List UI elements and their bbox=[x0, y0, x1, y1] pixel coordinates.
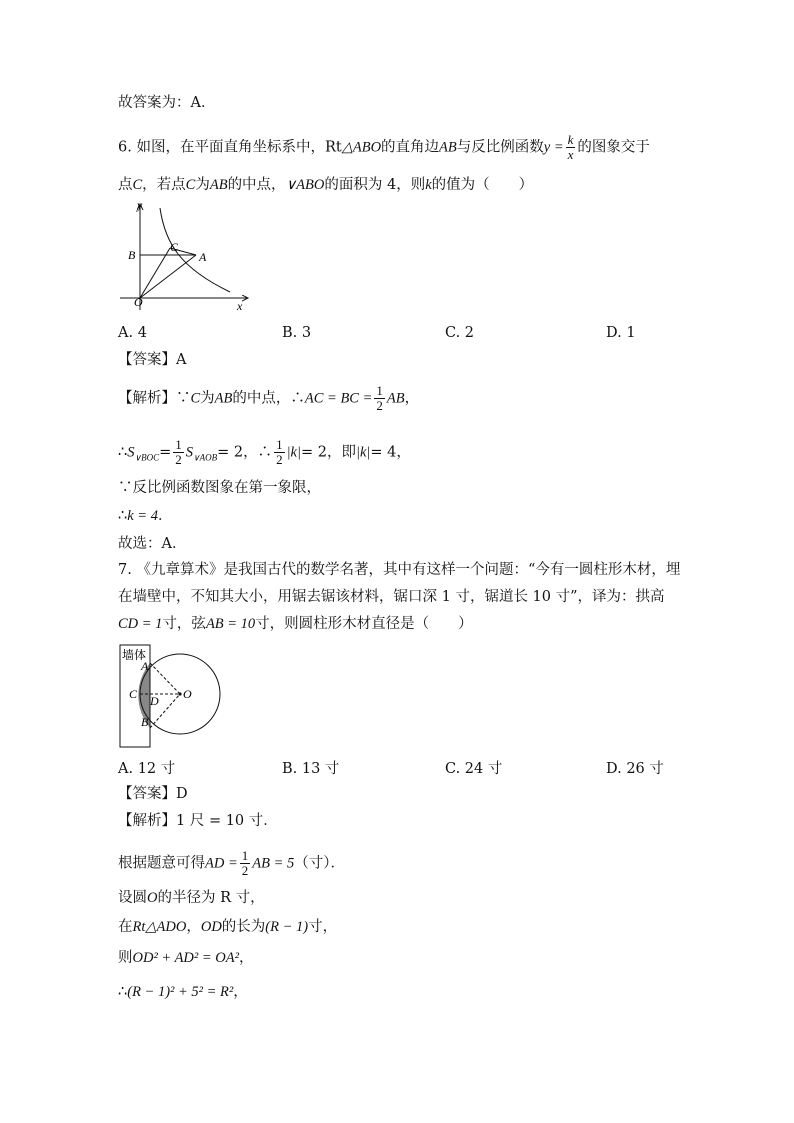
q7-option-b[interactable]: B. 13 寸 bbox=[282, 761, 340, 777]
q7-option-d[interactable]: D. 26 寸 bbox=[606, 761, 664, 777]
eq: k = 4 bbox=[127, 508, 158, 524]
eq: = bbox=[159, 444, 172, 461]
text: 的中点，∴ bbox=[232, 390, 305, 407]
o: O bbox=[147, 890, 158, 906]
text: 寸，则圆柱形木材直径是（ ） bbox=[255, 616, 473, 632]
q6-option-b[interactable]: B. 3 bbox=[282, 325, 312, 341]
q6-analysis-5: 故选：A． bbox=[118, 536, 187, 552]
q6-analysis-2 bbox=[118, 438, 411, 467]
q6-line1 bbox=[118, 133, 650, 162]
q6-text: 点 bbox=[118, 177, 133, 193]
c-label: C bbox=[129, 687, 138, 701]
q7-answer: 【答案】D bbox=[118, 786, 188, 802]
q6-text: 6. 如图，在平面直角坐标系中， bbox=[118, 139, 325, 156]
analysis-label: 【解析】 bbox=[118, 813, 176, 829]
q6-text: ，若点 bbox=[142, 177, 186, 193]
q6-triangle: △ABO bbox=[341, 139, 382, 156]
frac-num: 1 bbox=[175, 437, 182, 452]
q6-answer: 【答案】A bbox=[118, 352, 187, 368]
q6-ab: AB bbox=[214, 390, 233, 407]
q6-text: 的直角边 bbox=[381, 139, 440, 156]
q6-text: 为 bbox=[195, 177, 210, 193]
frac-den: 2 bbox=[241, 863, 249, 878]
q7-analysis-1 bbox=[118, 811, 278, 831]
text: ． bbox=[157, 508, 173, 524]
q7-analysis-5 bbox=[118, 948, 253, 968]
text: 为 bbox=[200, 390, 215, 407]
q6-c: C bbox=[190, 390, 201, 407]
x-label: x bbox=[237, 299, 243, 313]
eq1: OD² + AD² = OA² bbox=[132, 950, 239, 966]
text: 根据题意可得 bbox=[118, 855, 205, 872]
ab-eq: AB = 5 bbox=[252, 855, 295, 872]
q7-analysis-2 bbox=[118, 849, 345, 878]
q6-analysis-1 bbox=[118, 384, 419, 413]
q7-line2: 在墙壁中，不知其大小，用锯去锯该材料，锯口深 1 寸，锯道长 10 寸”，译为：拱高 bbox=[118, 589, 665, 605]
q6-text: 与反比例函数 bbox=[456, 139, 544, 156]
eq: = 4 bbox=[370, 444, 397, 461]
text: ， bbox=[186, 919, 201, 935]
q6-text: 的图象交于 bbox=[577, 139, 650, 156]
q6-option-c[interactable]: C. 2 bbox=[445, 325, 475, 341]
o-label: O bbox=[183, 687, 192, 701]
text: ∴ bbox=[118, 984, 128, 1000]
q6-k: k bbox=[425, 177, 432, 193]
q7-analysis-3 bbox=[118, 888, 265, 908]
q6-figure bbox=[110, 198, 260, 316]
q7-line1: 7. 《九章算术》是我国古代的数学名著，其中有这样一个问题：“今有一圆柱形木材，埋 bbox=[118, 562, 681, 578]
q6-tri-sym: ∨ABO bbox=[285, 177, 325, 193]
q7-option-a[interactable]: A. 12 寸 bbox=[118, 761, 176, 777]
s: S bbox=[185, 444, 193, 461]
ab-eq: AB = 10 bbox=[205, 616, 256, 632]
frac-den: x bbox=[567, 147, 574, 162]
ad-eq: AD = bbox=[205, 855, 238, 872]
frac-num: k bbox=[567, 132, 574, 147]
text: ，∴ bbox=[243, 444, 273, 461]
text: ， bbox=[233, 984, 248, 1000]
q6-c: C bbox=[185, 177, 196, 193]
text: ， bbox=[238, 950, 254, 966]
text: 在 bbox=[118, 919, 133, 935]
segment-ao bbox=[150, 663, 180, 694]
b-label: B bbox=[141, 715, 149, 729]
segment-oa bbox=[140, 255, 196, 298]
a-label: A bbox=[199, 250, 207, 264]
frac-den: 2 bbox=[376, 398, 383, 413]
q7-line3 bbox=[118, 614, 473, 634]
frac-num: 1 bbox=[276, 437, 283, 452]
eq2: (R − 1)² + 5² = R² bbox=[127, 984, 234, 1000]
q6-ab: AB bbox=[209, 177, 228, 193]
q6-text: 的中点， bbox=[227, 177, 286, 193]
c-label: C bbox=[170, 240, 179, 254]
rt-ado: Rt△ADO bbox=[132, 919, 187, 935]
text: 的长为 bbox=[221, 919, 266, 935]
q7-figure bbox=[118, 643, 228, 749]
q6-rt: Rt bbox=[324, 139, 342, 156]
q6-option-a[interactable]: A. 4 bbox=[118, 325, 147, 341]
y-label: y bbox=[137, 198, 143, 212]
text: 寸， bbox=[308, 919, 338, 935]
half-fraction bbox=[374, 384, 385, 413]
s: S bbox=[127, 444, 135, 461]
q7-analysis-6 bbox=[118, 982, 248, 1002]
r-minus: (R − 1) bbox=[265, 919, 309, 935]
q7-analysis-4 bbox=[118, 917, 337, 937]
wall-label: 墙体 bbox=[122, 648, 147, 662]
abs-k: |k| bbox=[355, 444, 371, 461]
frac-den: 2 bbox=[175, 452, 182, 467]
half-fraction bbox=[240, 849, 251, 878]
eq: = 2 bbox=[217, 444, 244, 461]
q6-y-eq: y = bbox=[543, 139, 564, 156]
q7-option-c[interactable]: C. 24 寸 bbox=[445, 761, 503, 777]
eq: AB bbox=[386, 390, 405, 407]
text: 的半径为 R 寸， bbox=[157, 890, 265, 906]
q6-text: 的面积为 4，则 bbox=[324, 177, 426, 193]
q6-ab: AB bbox=[439, 139, 457, 156]
eq: = 2 bbox=[300, 444, 327, 461]
q6-line2 bbox=[118, 175, 533, 195]
half-fraction bbox=[173, 438, 184, 467]
text: 1 尺 = 10 寸． bbox=[176, 813, 278, 829]
center-point bbox=[178, 692, 181, 695]
text: 设圆 bbox=[118, 890, 147, 906]
q6-c: C bbox=[132, 177, 143, 193]
frac-num: 1 bbox=[376, 383, 383, 398]
prev-answer: 故答案为：A． bbox=[118, 95, 216, 111]
text: ∵ bbox=[176, 390, 191, 407]
d-label: D bbox=[150, 694, 159, 708]
text: 则 bbox=[118, 950, 133, 966]
q6-option-d[interactable]: D. 1 bbox=[606, 325, 636, 341]
sub-aob: ∨AOB bbox=[192, 452, 218, 463]
text: ∴ bbox=[118, 444, 128, 461]
a-label: A bbox=[141, 659, 149, 673]
sub-boc: ∨BOC bbox=[134, 452, 160, 463]
text: 寸，弦 bbox=[162, 616, 206, 632]
text: ， bbox=[404, 390, 420, 407]
text: ，即 bbox=[326, 444, 356, 461]
text: ∴ bbox=[118, 508, 128, 524]
text: （寸）． bbox=[294, 855, 345, 872]
cd-eq: CD = 1 bbox=[118, 616, 163, 632]
od: OD bbox=[200, 919, 222, 935]
eq: AC = BC = bbox=[304, 390, 373, 407]
half-fraction bbox=[274, 438, 285, 467]
o-label: O bbox=[134, 295, 143, 309]
q6-analysis-4 bbox=[118, 506, 172, 526]
q6-fraction bbox=[566, 133, 576, 162]
abs-k: |k| bbox=[286, 444, 301, 461]
q6-analysis-3: ∵反比例函数图象在第一象限， bbox=[118, 480, 321, 496]
text: ， bbox=[396, 444, 411, 461]
analysis-label: 【解析】 bbox=[118, 390, 176, 407]
b-label: B bbox=[128, 248, 136, 262]
frac-num: 1 bbox=[241, 848, 249, 863]
frac-den: 2 bbox=[276, 452, 283, 467]
q6-text: 的值为（ ） bbox=[431, 177, 534, 193]
